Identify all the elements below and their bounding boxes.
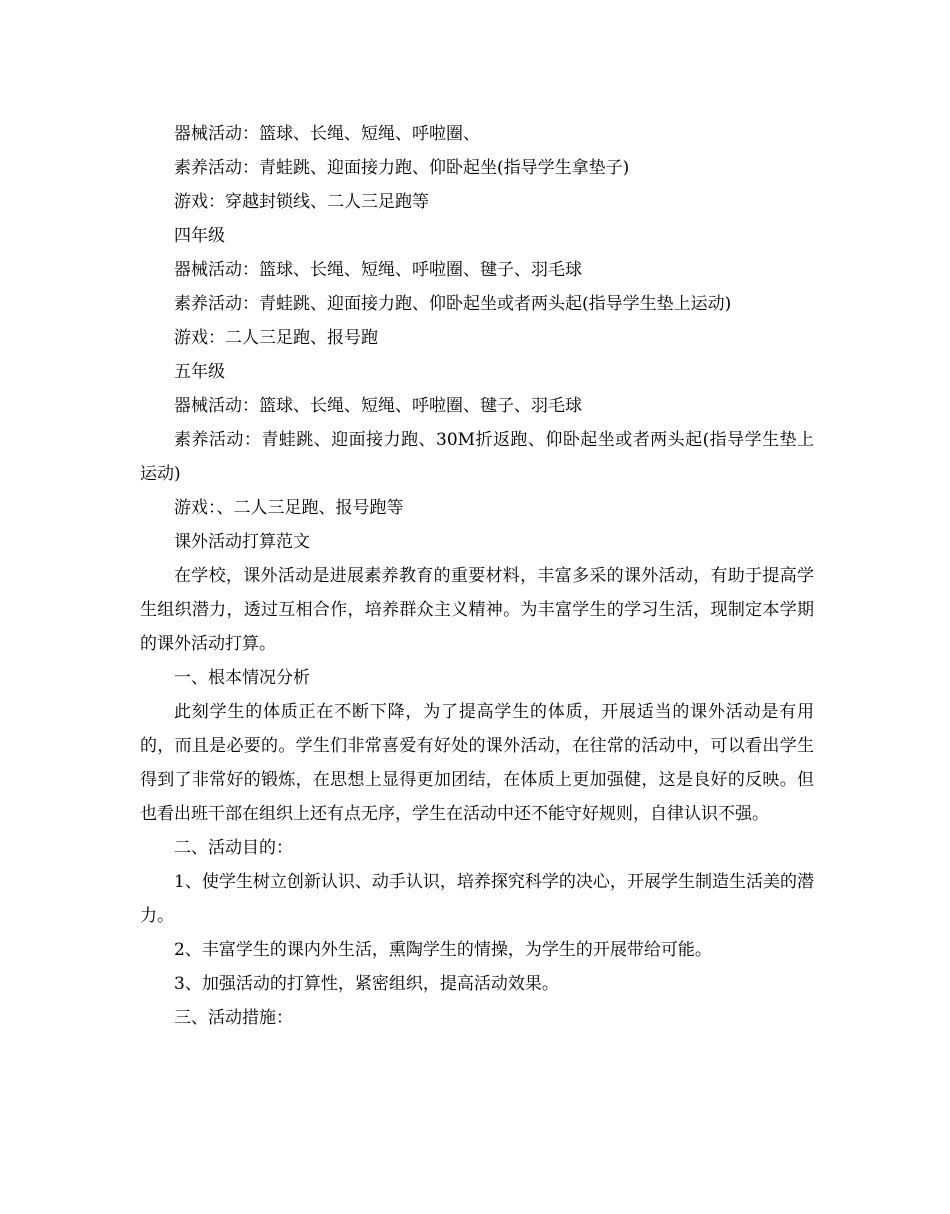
paragraph-fitness-activities-grade4: 素养活动：青蛙跳、迎面接力跑、仰卧起坐或者两头起(指导学生垫上运动) bbox=[174, 294, 732, 314]
paragraph-games-grade3: 游戏：穿越封锁线、二人三足跑等 bbox=[174, 192, 429, 212]
paragraph-situation-analysis: 此刻学生的体质正在不断下降，为了提高学生的体质，开展适当的课外活动是有用的，而且是必要的。学生们非常喜爱有好处的课外活动，在往常的活动中，可以看出学生得到了非常好的锻炼，在思想上显得更加团结，在体质上更加强健，这是良好的反映。但也看出班干部在组织上还有点无序，学生在活动中还不能守好规则，自律认识不强。 bbox=[140, 702, 814, 824]
heading-activity-measures: 三、活动措施： bbox=[174, 1008, 293, 1028]
paragraph-equipment-activities-grade4: 器械活动：篮球、长绳、短绳、呼啦圈、毽子、羽毛球 bbox=[174, 260, 582, 280]
heading-grade4: 四年级 bbox=[174, 226, 225, 246]
paragraph-introduction: 在学校，课外活动是进展素养教育的重要材料，丰富多采的课外活动，有助于提高学生组织潜力，透过互相合作，培养群众主义精神。为丰富学生的学习生活，现制定本学期的课外活动打算。 bbox=[140, 566, 814, 654]
paragraph-goal-3: 3、加强活动的打算性，紧密组织，提高活动效果。 bbox=[174, 974, 559, 994]
paragraph-goal-2: 2、丰富学生的课内外生活，熏陶学生的情操，为学生的开展带给可能。 bbox=[174, 940, 712, 960]
paragraph-games-grade5: 游戏：、二人三足跑、报号跑等 bbox=[174, 498, 404, 518]
paragraph-games-grade4: 游戏：二人三足跑、报号跑 bbox=[174, 328, 378, 348]
paragraph-fitness-activities-grade3: 素养活动：青蛙跳、迎面接力跑、仰卧起坐(指导学生拿垫子) bbox=[174, 158, 630, 178]
paragraph-goal-1: 1、使学生树立创新认识、动手认识，培养探究科学的决心，开展学生制造生活美的潜力。 bbox=[140, 872, 814, 926]
heading-sample-plan: 课外活动打算范文 bbox=[174, 532, 310, 552]
paragraph-equipment-activities-grade3: 器械活动：篮球、长绳、短绳、呼啦圈、 bbox=[174, 124, 480, 144]
paragraph-fitness-activities-grade5: 素养活动：青蛙跳、迎面接力跑、30M折返跑、仰卧起坐或者两头起(指导学生垫上运动) bbox=[140, 430, 814, 484]
heading-situation-analysis: 一、根本情况分析 bbox=[174, 668, 310, 688]
paragraph-equipment-activities-grade5: 器械活动：篮球、长绳、短绳、呼啦圈、毽子、羽毛球 bbox=[174, 396, 582, 416]
heading-grade5: 五年级 bbox=[174, 362, 225, 382]
heading-activity-goals: 二、活动目的： bbox=[174, 838, 293, 858]
